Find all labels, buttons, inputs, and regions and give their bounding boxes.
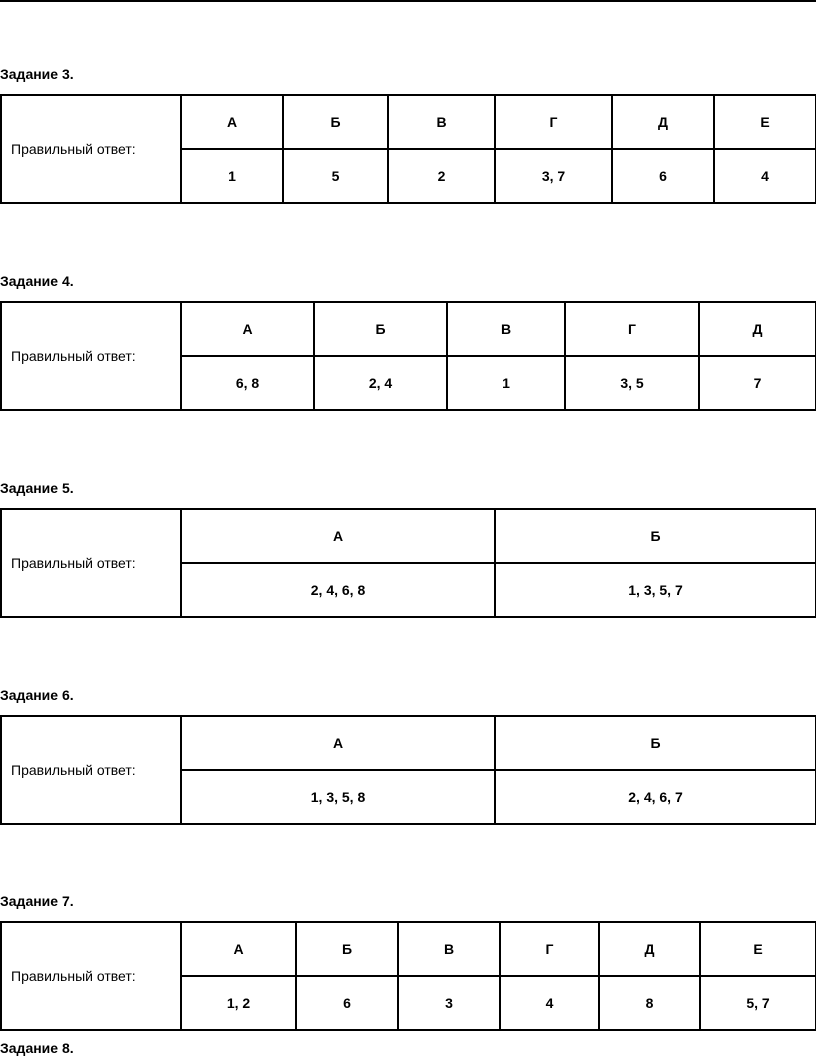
letter-cell: Д (612, 95, 714, 149)
letter-cell: Б (283, 95, 388, 149)
task-5-answer-table (0, 508, 816, 618)
answer-cell: 1 (181, 149, 283, 203)
letter-cell: В (398, 922, 500, 976)
letter-cell: Б (296, 922, 398, 976)
answer-cell: 1, 3, 5, 7 (495, 563, 816, 617)
letter-cell: Д (699, 302, 816, 356)
answer-cell: 1 (447, 356, 565, 410)
letter-cell: А (181, 716, 495, 770)
letter-cell: Б (495, 716, 816, 770)
letter-cell: В (388, 95, 495, 149)
letter-cell: Б (495, 509, 816, 563)
answer-cell: 1, 3, 5, 8 (181, 770, 495, 824)
answer-cell: 8 (599, 976, 700, 1030)
answer-cell: 4 (714, 149, 816, 203)
letter-cell: А (181, 922, 296, 976)
task-8-heading: Задание 8. (0, 1040, 74, 1056)
table-row (1, 716, 816, 770)
table-row (1, 302, 816, 356)
letter-cell: А (181, 95, 283, 149)
letter-cell: Г (495, 95, 612, 149)
task-3-answer-table (0, 94, 816, 204)
answer-cell: 2, 4, 6, 7 (495, 770, 816, 824)
task-6-answer-table (0, 715, 816, 825)
table-row (1, 922, 816, 976)
task-4-heading: Задание 4. (0, 273, 74, 289)
letter-cell: Г (565, 302, 699, 356)
answer-cell: 3 (398, 976, 500, 1030)
answer-cell: 2 (388, 149, 495, 203)
letter-cell: Е (714, 95, 816, 149)
task-7-heading: Задание 7. (0, 893, 74, 909)
task-5-heading: Задание 5. (0, 480, 74, 496)
task-3-heading: Задание 3. (0, 66, 74, 82)
letter-cell: А (181, 302, 314, 356)
task-6-heading: Задание 6. (0, 687, 74, 703)
letter-cell: Б (314, 302, 447, 356)
answer-cell: 5 (283, 149, 388, 203)
task-7-answer-table (0, 921, 816, 1031)
answer-cell: 2, 4 (314, 356, 447, 410)
answer-cell: 2, 4, 6, 8 (181, 563, 495, 617)
answer-cell: 3, 5 (565, 356, 699, 410)
answer-label: Правильный ответ: (1, 716, 181, 824)
answer-cell: 7 (699, 356, 816, 410)
table-row (1, 95, 816, 149)
answer-label: Правильный ответ: (1, 922, 181, 1030)
answer-cell: 1, 2 (181, 976, 296, 1030)
answer-cell: 3, 7 (495, 149, 612, 203)
answer-label: Правильный ответ: (1, 302, 181, 410)
answer-cell: 5, 7 (700, 976, 816, 1030)
letter-cell: В (447, 302, 565, 356)
letter-cell: Е (700, 922, 816, 976)
answer-cell: 6 (612, 149, 714, 203)
answer-cell: 6, 8 (181, 356, 314, 410)
answer-cell: 6 (296, 976, 398, 1030)
table-row (1, 509, 816, 563)
letter-cell: Г (500, 922, 599, 976)
task-4-answer-table (0, 301, 816, 411)
letter-cell: А (181, 509, 495, 563)
letter-cell: Д (599, 922, 700, 976)
top-rule (0, 0, 816, 2)
answer-label: Правильный ответ: (1, 95, 181, 203)
answer-cell: 4 (500, 976, 599, 1030)
answer-label: Правильный ответ: (1, 509, 181, 617)
